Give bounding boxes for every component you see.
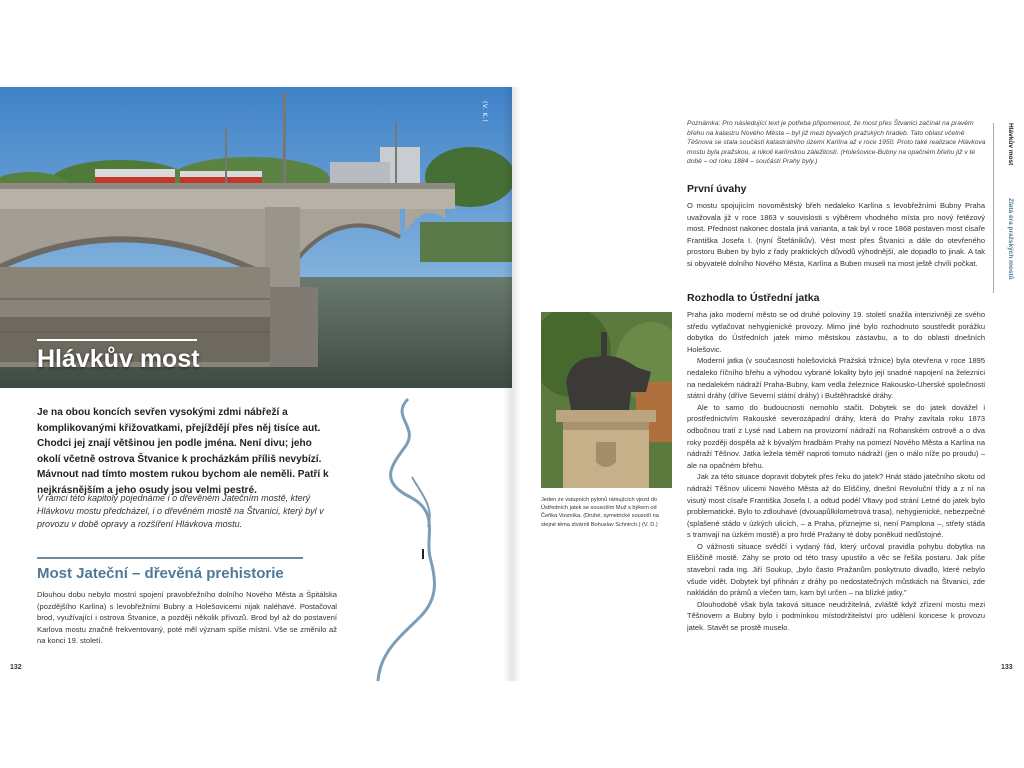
book-spread <box>0 87 1024 681</box>
side-label-current: Hlávkův most <box>1007 123 1014 166</box>
paragraph: Moderní jatka (v současnosti holešovická Pražská tržnice) byla otevřena v roce 1895 nedaleko říčního břehu a výhodou vybrané lokality bylo její snadné napojení na železnici na nedalekém nádraží Praha-Bubny, kam vedla železnice Rakousko-Uherské společnosti státní dráhy (dříve Severní státní dráhy) i Buštěhradské dráhy. <box>687 356 985 401</box>
page-title: Hlávkův most <box>37 345 200 373</box>
section-rule <box>37 557 303 559</box>
section-title: Most Jateční – dřevěná prehistorie <box>37 565 284 582</box>
river-map-icon <box>350 397 445 682</box>
paragraph: Jak za této situace dopravit dobytek přes řeku do jatek? Hnát stádo jatečního skotu od nádraží Těšnov ulicemi Nového Města až do Eliščiny, dnešní Revoluční třídy a z ní na visutý most císaře Františka Josefa I. a odtud podél Vltavy pod strání Letné do jatek bylo problematické. Bylo to zdlouhavé (dvouapůlkilometrová trasa), nehygienické, nebezpečné (splašené stádo v úzkých ulicích, – a Praha, přiznejme si, není Pamplona –, střety stáda s tramvají na úzkém mostě) a pro hrdé Pražany té doby poněkud nedůstojné. <box>687 472 985 540</box>
heading-first: První úvahy <box>687 183 747 195</box>
section-body: Dlouhou dobu nebylo mostní spojení pravobřežního dolního Nového Města a Špitálska (pozdějšího Karlína) s levobřežními Bubny a Holešovicemi nijak naléhavé. Postačoval brod, využívající i ostrova Štvanice, a později několik přívozů. Brod byl až do postavení Karlova mostu značně frekventovaný, poté měl význam spíše místní. Vše se změnilo až na konci 19. století. <box>37 590 337 646</box>
left-page <box>0 87 512 681</box>
side-label-chapter: Zlatá éra pražských mostů <box>1007 198 1014 280</box>
heading-second: Rozhodla to Ústřední jatka <box>687 292 820 304</box>
paragraph-first: O mostu spojujícím novoměstský břeh nedaleko Karlína s levobřežními Bubny Praha uvažovala již v roce 1863 v souvislosti s výběrem vhodného místa pro nový řetězový most. Přednost nakonec dostala jiná varianta, a tak byl v roce 1868 postaven most císaře Františka Josefa I. (nyní Štefánikův). Vést most přes Štvanici a dále do otevřeného prostoru Buben by bylo z řady praktických důvodů výhodnější, ale dopadlo to jinak. A tak si obyvatelé dolního Nového Města, Karlína a Buben museli na most ještě chvíli počkat. <box>687 201 985 268</box>
title-rule <box>37 339 197 341</box>
side-chapter-labels <box>1004 123 1016 283</box>
bridge-marker-icon <box>422 549 424 559</box>
paragraph: Ale to samo do budoucnosti nemohlo stačit. Dobytek se do jatek dovážel i prostřednictvím Rakouské severozápadní dráhy, která do Prahy zavítala roku 1873 odbočnou tratí z Lysé nad Labem na provizorní nádraží na Rohanském ostrově a o dva roky později dospěla až k bývalým hradbám Prahy na pomezí Nového Města a Karlína na nádraží Těšnov. Jatka ležela téměř naproti tomuto nádraží (jen o málo níže po proudu) – ale na opačném břehu. <box>687 402 985 470</box>
book-gutter <box>503 87 521 681</box>
paragraph: O vážnosti situace svědčí i vydaný řád, který určoval pravidla pohybu dobytka na Eliščině mostě. Záhy se proto od této trasy upustilo a věc se řešila postaru. Jak píše stavební rada ing. Jiří Soukup, „bylo často Pražanům poskytnuto divadlo, které nebylo všude vidět. Dobytek byl přihnán z dráhy po nedostatečných můstkách na Štvanici, zde nakládán do prámů a vlečen tam, kam byl určen – na blízké jatky." <box>687 541 985 598</box>
statue-photo <box>541 312 672 488</box>
right-page <box>512 87 1024 681</box>
note-paragraph: Poznámka: Pro následující text je potřeba připomenout, že most přes Štvanici začínal na pravém břehu na katastru Nového Města – byl již mezi bývalých pražských hradeb. Tato oblast včetně Těšnova se stala součástí katastrálního území Karlína až v roce 1950. Proto také realizace Hlávkova mostu byla pražskou, a nikoli karlínskou záležitostí. (Holešovice-Bubny na opačném břehu již v té době – od roku 1884 – součástí Prahy byly.) <box>687 120 986 166</box>
bridge-photo <box>0 87 512 388</box>
paragraph: Praha jako moderní město se od druhé poloviny 19. století snažila intenzivněji ze svého středu vytlačovat nehygienické provozy. Mimo jiné bylo rozhodnuto soustředit porážku dobytka do Ústředních jatek mimo městskou zástavbu, a to do oblasti dnešních Holešovic. <box>687 310 985 354</box>
page-number-left: 132 <box>10 664 22 671</box>
paragraph-group-second <box>687 309 985 634</box>
photo-caption: Jeden ze vstupních pylonů rámujících vjezd do Ústředních jatek se sousoším Muž s býkem od Čeňka Vosmíka. (Druhé, symetrické sousoší na stejné téma ztvárnil Bohuslav Schnirch.) (V. D.) <box>541 497 659 528</box>
intro-italic-paragraph: V rámci této kapitoly pojednáme i o dřevěném Jatečním mostě, který Hlávkovu mostu předcházel, i o dřevěném mostě na Štvanici, který byl v provozu v době opravy a rozšíření Hlávkova mostu. <box>37 493 324 529</box>
intro-paragraph: Je na obou koncích sevřen vysokými zdmi nábřeží a komplikovanými křižovatkami, přejíždějí přes něj tisíce aut. Chodci jej znají většinou jen podle jména. Není divu; jeho okolí včetně ostrova Štvanice k procházkám příliš nevybízí. Mávnout nad tímto mostem rukou bychom ale neměli. Patří k nejkrásnějším a jeho osudy jsou velmi pestré. <box>37 407 329 496</box>
page-number-right: 133 <box>1001 664 1013 671</box>
photo-credit: (V. K.) <box>481 101 488 123</box>
side-divider <box>993 123 994 293</box>
paragraph: Dlouhodobě však byla taková situace neudržitelná, zvláště když zřízení mostu mezi Těšnovem a Bubny bylo i podmínkou místodržitelství pro udělení koncese k provozu jatek. Stavět se prostě muselo. <box>687 599 985 633</box>
